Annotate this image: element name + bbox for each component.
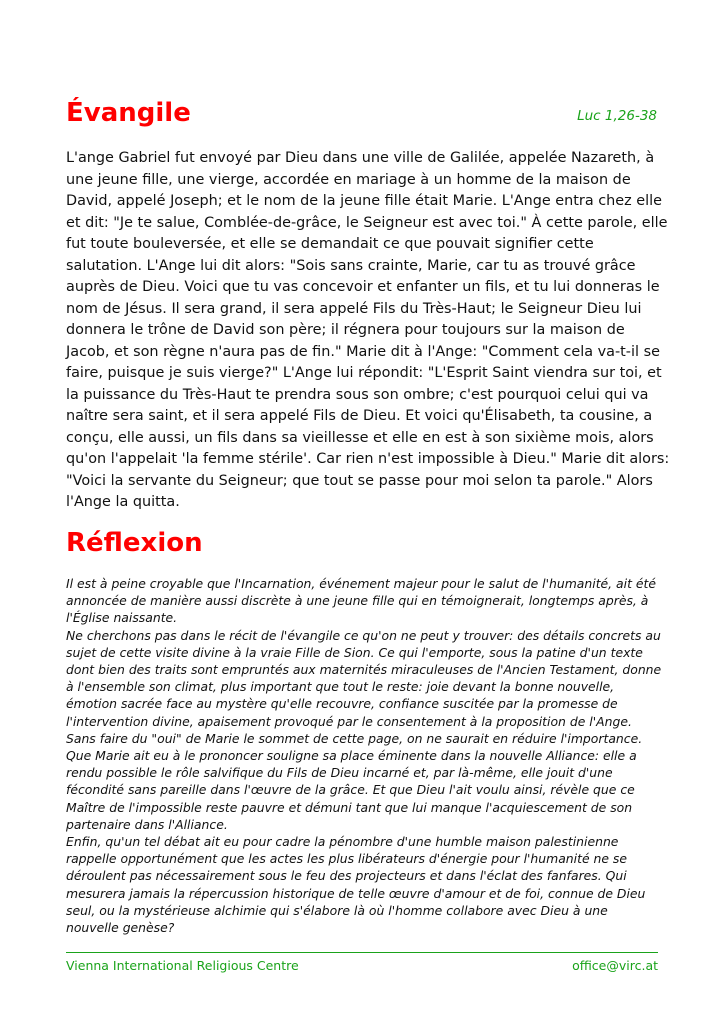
reflection-paragraph: Ne cherchons pas dans le récit de l'évangile ce qu'on ne peut y trouver: des détails concrets au sujet de cette visite divine à la vraie Fille de Sion. Ce qui l'emporte, sous la patine d'un texte dont bien des traits sont empruntés aux maternités miraculeuses de l'Ancien Testament, donne à l'ensemble son climat, plus important que tout le reste: joie devant la bonne nouvelle, émotion sacrée face au mystère qu'elle recouvre, confiance suscitée par la promesse de l'intervention divine, apaisement provoqué par le consentement à la proposition de l'Ange. (66, 627, 662, 729)
reflection-heading: Réflexion (66, 528, 203, 558)
reflection-paragraph: Il est à peine croyable que l'Incarnation, événement majeur pour le salut de l'humanité, ait été annoncée de manière aussi discrète à une jeune fille qui en témoignerait, longtemps après, à l'Église naissante. (66, 576, 656, 626)
gospel-text: L'ange Gabriel fut envoyé par Dieu dans une ville de Galilée, appelée Nazareth, à une jeune fille, une vierge, accordée en mariage à un homme de la maison de David, appelé Joseph; et le nom de la jeune fille était Marie. L'Ange entra chez elle et dit: "Je te salue, Comblée-de-grâce, le Seigneur est avec toi." À cette parole, elle fut toute bouleversée, et elle se demandait ce que pouvait signifier cette salutation. L'Ange lui dit alors: "Sois sans crainte, Marie, car tu as trouvé grâce auprès de Dieu. Voici que tu vas concevoir et enfanter un fils, et tu lui donneras le nom de Jésus. Il sera grand, il sera appelé Fils du Très-Haut; le Seigneur Dieu lui donnera le trône de David son père; il régnera pour toujours sur la maison de Jacob, et son règne n'aura pas de fin." Marie dit à l'Ange: "Comment cela va-t-il se faire, puisque je suis vierge?" L'Ange lui répondit: "L'Esprit Saint viendra sur toi, et la puissance du Très-Haut te prendra sous son ombre; c'est pourquoi celui qui va naître sera saint, et il sera appelé Fils de Dieu. Et voici qu'Élisabeth, ta cousine, a conçu, elle aussi, un fils dans sa vieillesse et elle en est à son sixième mois, alors qu'on l'appelait 'la femme stérile'. Car rien n'est impossible à Dieu." Marie dit alors: "Voici la servante du Seigneur; que tout se passe pour moi selon ta parole." Alors l'Ange la quitta. (66, 150, 670, 510)
footer-organization: Vienna International Religious Centre (66, 958, 299, 973)
gospel-heading: Évangile (66, 98, 191, 128)
footer-email[interactable]: office@virc.at (572, 958, 658, 973)
reflection-body (66, 575, 662, 936)
reflection-paragraph: Enfin, qu'un tel débat ait eu pour cadre la pénombre d'une humble maison palestinienne rappelle opportunément que les actes les plus libérateurs d'énergie pour l'humanité ne se déroulent pas nécessairement sous le feu des projecteurs et dans l'éclat des fanfares. Qui mesurera jamais la répercussion historique de telle œuvre d'amour et de foi, connue de Dieu seul, ou la mystérieuse alchimie qui s'élabore là où l'homme collabore avec Dieu à une nouvelle genèse? (66, 834, 646, 936)
reflection-paragraph: Sans faire du "oui" de Marie le sommet de cette page, on ne saurait en réduire l'importance. Que Marie ait eu à le prononcer souligne sa place éminente dans la nouvelle Alliance: elle a rendu possible le rôle salvifique du Fils de Dieu incarné et, par là-même, elle jouit d'une fécondité sans pareille dans l'œuvre de la grâce. Et que Dieu l'ait voulu ainsi, révèle que ce Maître de l'impossible reste pauvre et démuni tant que lui manque l'acquiescement de son partenaire dans l'Alliance. (66, 730, 643, 832)
footer-divider (66, 952, 658, 953)
gospel-reference: Luc 1,26-38 (577, 108, 657, 124)
